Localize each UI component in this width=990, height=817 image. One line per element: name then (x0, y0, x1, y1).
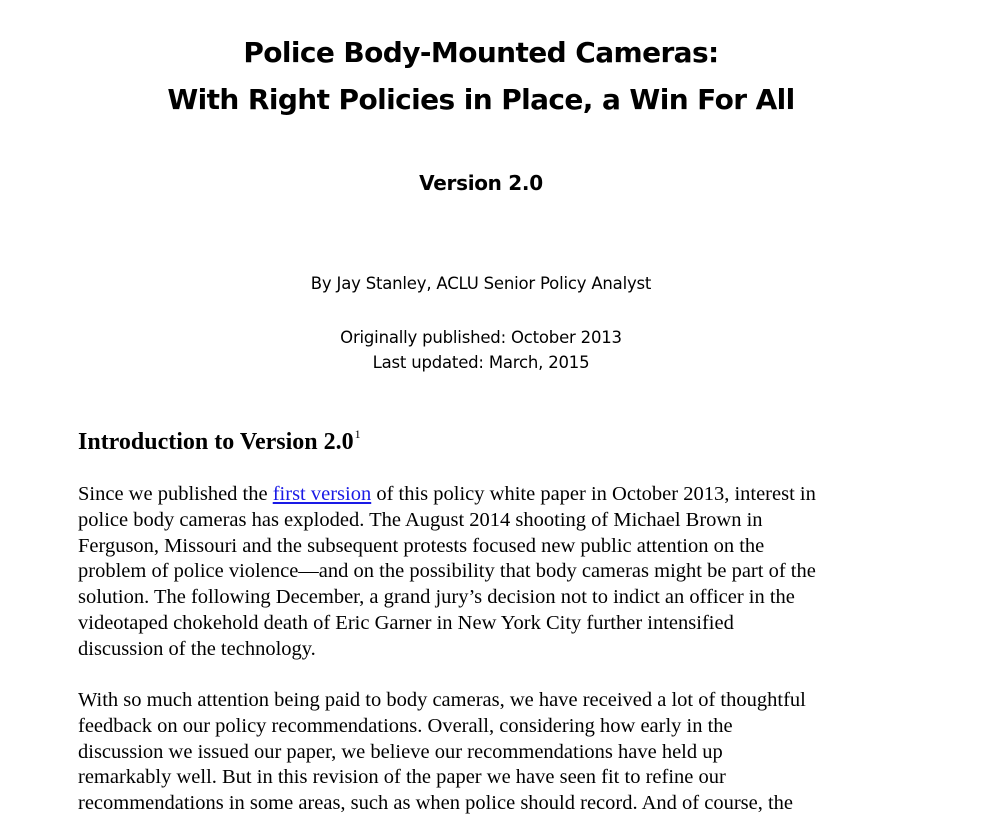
section-heading (78, 428, 361, 456)
document-version: Version 2.0 (419, 171, 543, 195)
paragraph-2-line: With so much attention being paid to body cameras, we have received a lot of thoughtful (78, 689, 806, 711)
paragraph-1-line: problem of police violence—and on the possibility that body cameras might be part of the (78, 560, 816, 583)
paragraph-2 (78, 688, 806, 817)
first-version-link[interactable]: first version (272, 483, 372, 505)
paragraph-2-line: discussion we issued our paper, we believe our recommendations have held up (78, 740, 723, 763)
last-updated-date: Last updated: March, 2015 (372, 353, 590, 372)
footnote-marker[interactable]: 1 (354, 427, 361, 441)
paragraph-1-line-1 (78, 482, 816, 508)
paragraph-1-line-1-suffix: of this policy white paper in October 2013, interest in (371, 483, 816, 505)
author-byline: By Jay Stanley, ACLU Senior Policy Analyst (310, 274, 652, 293)
document-title-line-2: With Right Policies in Place, a Win For All (167, 83, 795, 116)
paragraph-1-line: videotaped chokehold death of Eric Garner in New York City further intensified (78, 611, 734, 634)
paragraph-2-line: feedback on our policy recommendations. Overall, considering how early in the (78, 714, 733, 737)
paragraph-1-line: Ferguson, Missouri and the subsequent protests focused new public attention on the (78, 534, 765, 557)
paragraph-1-line-1-prefix: Since we published the (78, 483, 273, 505)
paragraph-1-line: police body cameras has exploded. The August 2014 shooting of Michael Brown in (78, 508, 763, 531)
paragraph-2-line: remarkably well. But in this revision of the paper we have seen fit to refine our (78, 766, 726, 789)
document-title-line-1: Police Body-Mounted Cameras: (243, 36, 719, 69)
paragraph-2-line: recommendations in some areas, such as when police should record. And of course, the (78, 792, 794, 815)
paragraph-1-line: solution. The following December, a grand jury’s decision not to indict an officer in the (78, 586, 795, 609)
section-heading-text: Introduction to Version 2.0 (78, 429, 354, 455)
originally-published-date: Originally published: October 2013 (340, 328, 622, 347)
paragraph-1 (78, 482, 816, 663)
paragraph-1-line: discussion of the technology. (78, 637, 316, 660)
